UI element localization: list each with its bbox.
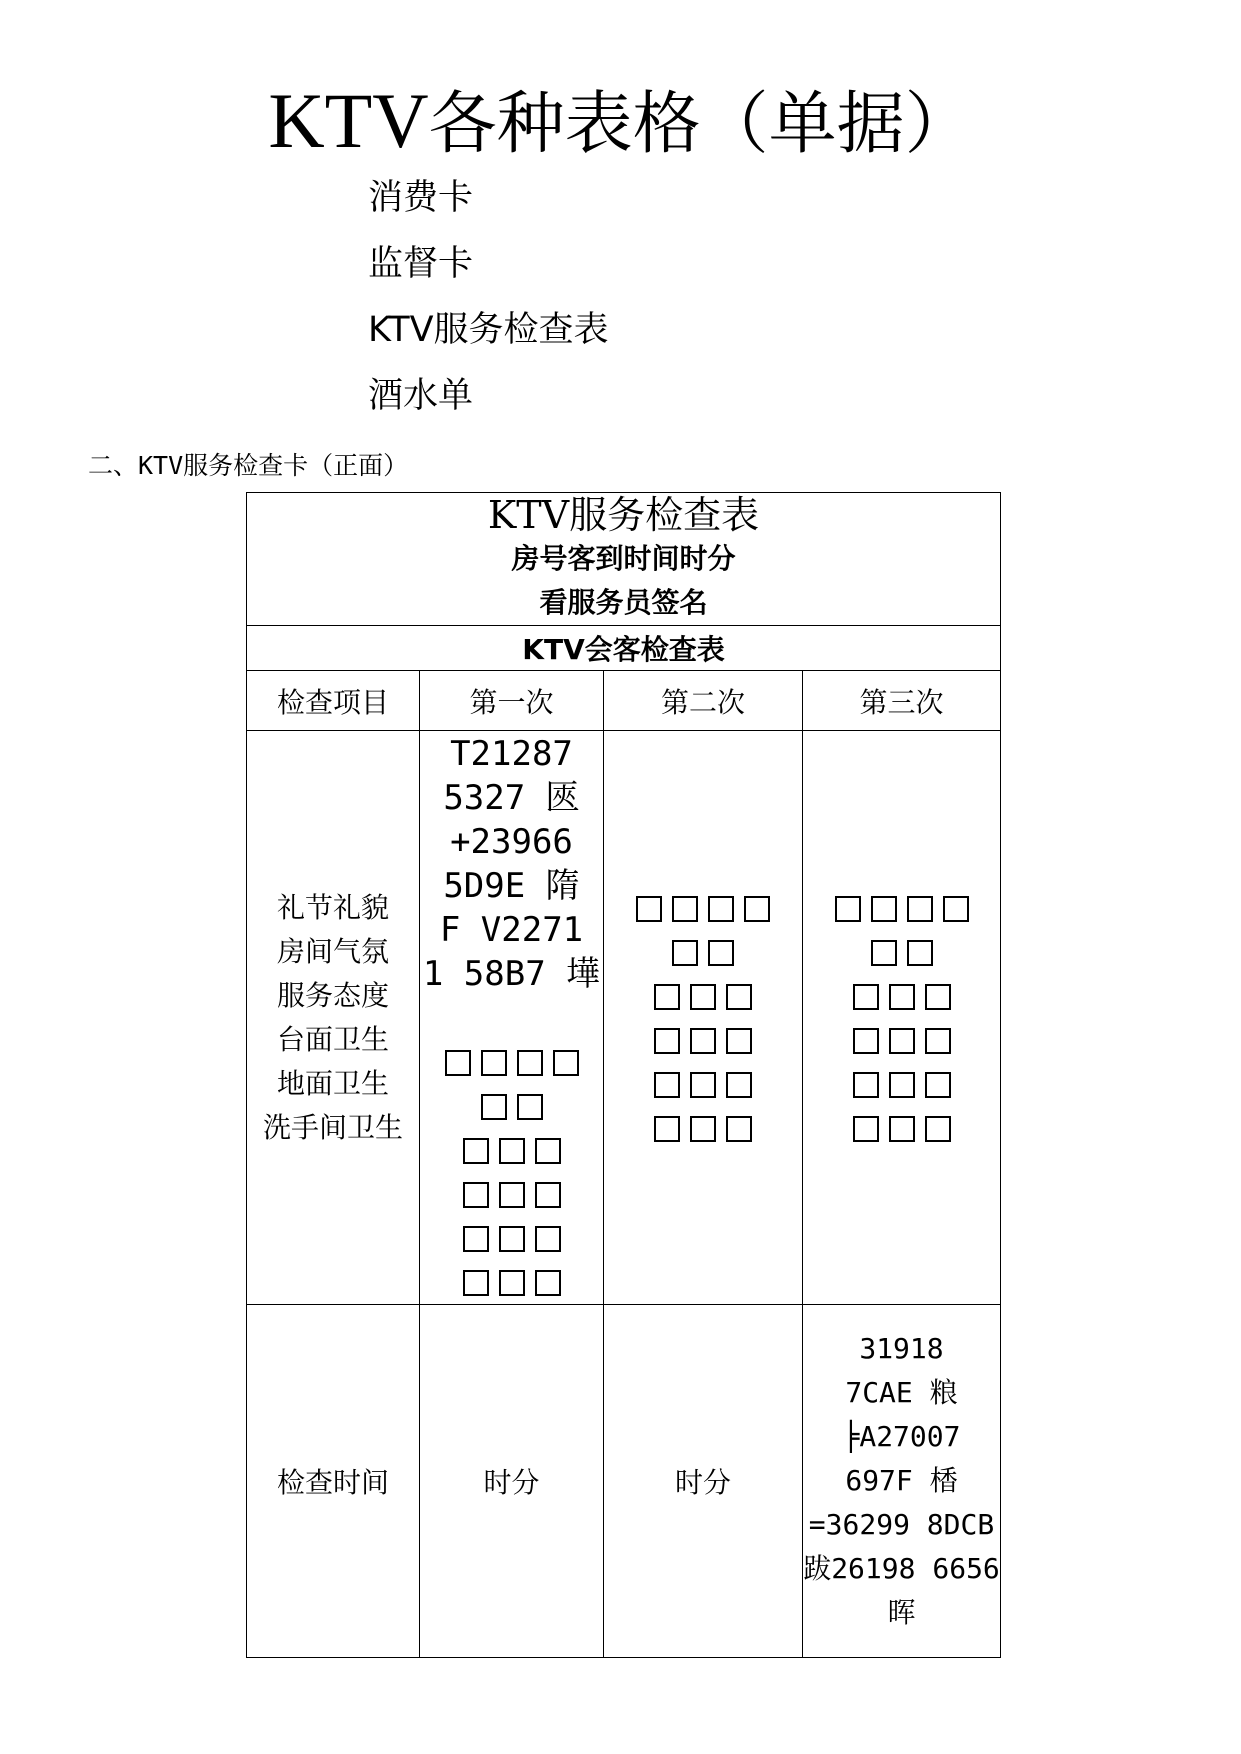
check-items-cell — [247, 731, 420, 1305]
checkbox[interactable] — [535, 1138, 561, 1164]
checkbox[interactable] — [463, 1182, 489, 1208]
checkbox[interactable] — [654, 1072, 680, 1098]
checkbox-row — [604, 1106, 802, 1150]
garbled-text: 697F 楿 — [845, 1464, 958, 1497]
first-check-cell — [420, 731, 604, 1305]
checkbox[interactable] — [481, 1050, 507, 1076]
checkbox[interactable] — [654, 984, 680, 1010]
checkbox[interactable] — [726, 1116, 752, 1142]
check-item: 服务态度 — [276, 978, 389, 1012]
garbled-text: 跋26198 6656 — [803, 1552, 1000, 1585]
garbled-text: 晖 — [887, 1596, 916, 1629]
check-time-label: 检查时间 — [247, 1305, 420, 1658]
checkbox[interactable] — [672, 896, 698, 922]
checkbox-row — [604, 886, 802, 930]
checkbox-row — [420, 1216, 603, 1260]
form-room-line: 房号客到时间时分 — [511, 542, 736, 575]
garbled-text: +23966 — [450, 821, 573, 862]
checkbox[interactable] — [853, 984, 879, 1010]
garbled-text: =36299 8DCB — [808, 1508, 995, 1541]
garbled-text: 5D9E 隋 — [443, 865, 580, 906]
checkbox[interactable] — [463, 1270, 489, 1296]
check-item: 台面卫生 — [276, 1022, 389, 1056]
checkbox[interactable] — [889, 1116, 915, 1142]
checkbox[interactable] — [535, 1226, 561, 1252]
checkbox[interactable] — [690, 1116, 716, 1142]
check-item: 房间气氛 — [276, 934, 389, 968]
guest-check-title: KTV会客检查表 — [247, 626, 1001, 671]
checkbox[interactable] — [499, 1138, 525, 1164]
column-header-first: 第一次 — [420, 671, 604, 731]
checkbox-row — [604, 930, 802, 974]
check-items — [247, 886, 419, 1150]
form-title: KTV服务检查表 — [487, 493, 760, 537]
checkbox[interactable] — [690, 1072, 716, 1098]
checkbox[interactable] — [726, 984, 752, 1010]
checkbox[interactable] — [690, 1028, 716, 1054]
form-header — [247, 493, 1001, 626]
checkbox[interactable] — [708, 896, 734, 922]
checkbox[interactable] — [481, 1094, 507, 1120]
checkbox[interactable] — [925, 1072, 951, 1098]
third-time-cell — [803, 1305, 1001, 1658]
check-item: 礼节礼貌 — [276, 890, 389, 924]
form-list-item: 消费卡 — [368, 178, 474, 218]
check-item: 洗手间卫生 — [262, 1110, 403, 1144]
form-list — [368, 172, 609, 436]
inspection-form — [246, 492, 1000, 1658]
checkbox-row — [420, 1128, 603, 1172]
checkbox-row — [604, 1018, 802, 1062]
checkbox[interactable] — [943, 896, 969, 922]
garbled-text: ╞A27007 — [842, 1420, 961, 1453]
checkbox[interactable] — [636, 896, 662, 922]
checkbox-row — [604, 974, 802, 1018]
checkbox[interactable] — [889, 1072, 915, 1098]
document-title — [0, 76, 1241, 170]
first-time-field: 时分 — [420, 1305, 604, 1658]
checkbox[interactable] — [925, 1116, 951, 1142]
form-list-item: 监督卡 — [368, 244, 474, 284]
second-check-cell — [604, 731, 803, 1305]
checkbox[interactable] — [535, 1182, 561, 1208]
form-list-item: 酒水单 — [368, 376, 474, 416]
garbled-text: 1 58B7 墷 — [422, 953, 601, 994]
checkbox-row — [420, 1040, 603, 1084]
checkbox[interactable] — [672, 940, 698, 966]
checkbox[interactable] — [889, 984, 915, 1010]
checkbox-row — [803, 1062, 1000, 1106]
garbled-text: T21287 — [450, 733, 573, 774]
checkbox[interactable] — [654, 1028, 680, 1054]
document-title-latin: KTV — [268, 77, 429, 164]
garbled-text: F V2271 — [439, 909, 584, 950]
checkbox-grid-third — [803, 886, 1000, 1150]
form-signature-line: 看服务员签名 — [539, 586, 708, 619]
column-header-second: 第二次 — [604, 671, 803, 731]
checkbox[interactable] — [690, 984, 716, 1010]
checkbox-row — [420, 1084, 603, 1128]
form-list-item: KTV服务检查表 — [368, 310, 609, 350]
checkbox[interactable] — [499, 1182, 525, 1208]
checkbox[interactable] — [463, 1226, 489, 1252]
checkbox[interactable] — [463, 1138, 489, 1164]
checkbox[interactable] — [553, 1050, 579, 1076]
checkbox-row — [420, 1260, 603, 1304]
checkbox[interactable] — [726, 1028, 752, 1054]
checkbox-grid-first — [420, 1040, 603, 1304]
checkbox-grid-second — [604, 886, 802, 1150]
checkbox[interactable] — [499, 1270, 525, 1296]
checkbox[interactable] — [517, 1050, 543, 1076]
checkbox-row — [803, 1106, 1000, 1150]
checkbox[interactable] — [907, 896, 933, 922]
column-header-third: 第三次 — [803, 671, 1001, 731]
document-title-cjk: 各种表格（单据） — [428, 85, 973, 164]
checkbox[interactable] — [853, 1116, 879, 1142]
checkbox-row — [420, 1172, 603, 1216]
checkbox[interactable] — [499, 1226, 525, 1252]
checkbox[interactable] — [925, 1028, 951, 1054]
checkbox[interactable] — [445, 1050, 471, 1076]
checkbox[interactable] — [925, 984, 951, 1010]
garbled-text: 7CAE 粮 — [845, 1376, 958, 1409]
checkbox[interactable] — [871, 940, 897, 966]
checkbox[interactable] — [744, 896, 770, 922]
checkbox[interactable] — [853, 1072, 879, 1098]
checkbox[interactable] — [726, 1072, 752, 1098]
checkbox[interactable] — [708, 940, 734, 966]
checkbox-row — [803, 974, 1000, 1018]
section-heading: 二、KTV服务检查卡（正面） — [88, 451, 409, 480]
checkbox[interactable] — [853, 1028, 879, 1054]
second-time-field: 时分 — [604, 1305, 803, 1658]
garbled-text: 31918 — [859, 1332, 944, 1365]
garbled-text: 5327 匧 — [443, 777, 580, 818]
checkbox[interactable] — [889, 1028, 915, 1054]
checkbox[interactable] — [907, 940, 933, 966]
third-check-cell — [803, 731, 1001, 1305]
checkbox[interactable] — [654, 1116, 680, 1142]
column-header-item: 检查项目 — [247, 671, 420, 731]
checkbox-row — [803, 1018, 1000, 1062]
checkbox[interactable] — [517, 1094, 543, 1120]
inspection-table — [246, 492, 1001, 1658]
check-item: 地面卫生 — [276, 1066, 389, 1100]
checkbox[interactable] — [535, 1270, 561, 1296]
checkbox-row — [604, 1062, 802, 1106]
checkbox-row — [803, 930, 1000, 974]
checkbox[interactable] — [871, 896, 897, 922]
checkbox-row — [803, 886, 1000, 930]
checkbox[interactable] — [835, 896, 861, 922]
